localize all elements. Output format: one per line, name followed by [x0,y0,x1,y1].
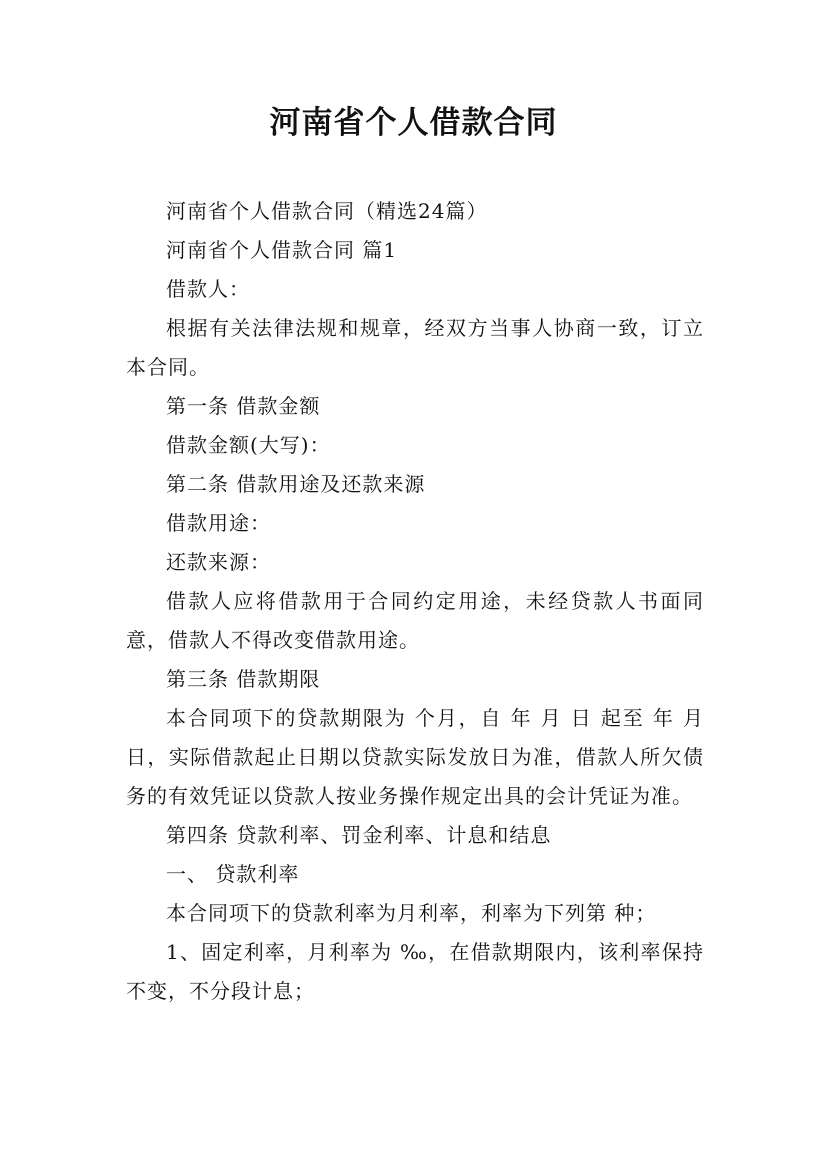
paragraph-article-2-heading: 第二条 借款用途及还款来源 [166,472,426,496]
paragraph-repayment-source: 还款来源： [166,550,271,574]
paragraph-article-4-heading: 第四条 贷款利率、罚金利率、计息和结息 [166,823,552,847]
paragraph-fixed-rate: 1、固定利率，月利率为 ‰，在借款期限内，该利率保持不变，不分段计息； [126,940,704,1003]
paragraph-article-1-heading: 第一条 借款金额 [166,394,321,418]
paragraph-collection-title: 河南省个人借款合同（精选24篇） [166,199,488,223]
document-title: 河南省个人借款合同 [269,105,558,141]
paragraph-loan-purpose: 借款用途： [166,511,271,535]
paragraph-section-heading: 河南省个人借款合同 篇1 [166,238,398,262]
paragraph-loan-term: 本合同项下的贷款期限为 个月，自 年 月 日 起至 年 月 日，实际借款起止日期以贷款实际发放日为准，借款人所欠债务的有效凭证以贷款人按业务操作规定出具的会计凭证为准。 [126,706,704,808]
paragraph-interest-heading: 一、 贷款利率 [166,862,300,886]
paragraph-borrower: 借款人： [166,277,250,301]
document-body [126,192,704,1011]
paragraph-purpose-restriction: 借款人应将借款用于合同约定用途，未经贷款人书面同意，借款人不得改变借款用途。 [126,589,704,652]
paragraph-preamble: 根据有关法律法规和规章，经双方当事人协商一致，订立本合同。 [126,316,704,379]
paragraph-loan-amount: 借款金额(大写)： [166,433,331,457]
paragraph-article-3-heading: 第三条 借款期限 [166,667,321,691]
paragraph-interest-rate: 本合同项下的贷款利率为月利率，利率为下列第 种； [166,901,657,925]
